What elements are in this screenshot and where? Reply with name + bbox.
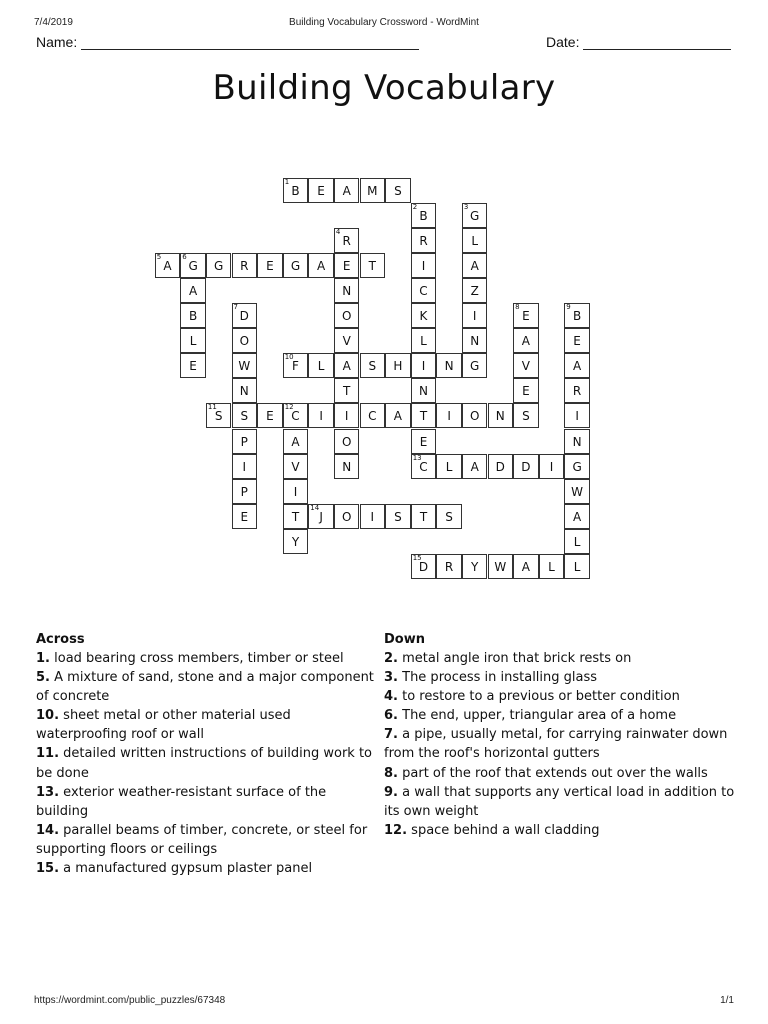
grid-cell (436, 403, 462, 428)
cell-letter: L (317, 359, 325, 374)
grid-cell (462, 554, 488, 579)
grid-cell (155, 253, 181, 278)
cell-letter: P (240, 434, 248, 449)
grid-cell (308, 253, 334, 278)
grid-cell (564, 353, 590, 378)
clue-number: 2 (412, 202, 418, 211)
clue-number: 9 (566, 303, 571, 311)
cell-letter: T (343, 384, 351, 399)
grid-cell (564, 454, 590, 479)
cell-letter: S (368, 359, 377, 374)
grid-cell (411, 454, 437, 479)
grid-cell (283, 353, 309, 378)
clue-number: 13 (412, 453, 422, 462)
cell-letter: L (548, 560, 555, 574)
grid-cell (334, 178, 360, 203)
clue-text: to restore to a previous or better condition (402, 689, 680, 705)
cell-letter: Y (471, 560, 479, 574)
cell-letter: L (573, 560, 581, 574)
clue-number: 8 (515, 303, 520, 311)
cell-letter: N (495, 409, 505, 424)
cell-letter: I (242, 459, 247, 474)
clue-text: load bearing cross members, timber or steel (54, 651, 344, 666)
cell-letter: A (393, 409, 402, 424)
clue-text: metal angle iron that brick rests on (402, 651, 632, 666)
grid-cell (360, 178, 386, 203)
clue-text: A mixture of sand, stone and a major component of concrete (36, 670, 374, 705)
grid-cell (283, 529, 309, 554)
cell-letter: D (521, 459, 531, 474)
cell-letter: E (573, 334, 581, 349)
grid-cell (206, 253, 232, 278)
puzzle-title: Building Vocabulary (212, 68, 556, 108)
grid-cell (283, 253, 309, 278)
grid-cell (283, 429, 309, 454)
grid-cell (513, 454, 539, 479)
clue-number: 7 (233, 303, 238, 311)
cell-letter: H (393, 359, 403, 374)
cell-letter: E (317, 183, 325, 198)
clue-number: 1. (36, 651, 50, 666)
name-label: Name: (36, 34, 78, 50)
footer-page-number: 1/1 (720, 995, 734, 1006)
grid-cell (232, 403, 258, 428)
across-clue (36, 706, 382, 744)
grid-cell (257, 253, 283, 278)
cell-letter: D (418, 560, 429, 574)
cell-letter: S (445, 509, 453, 524)
cell-letter: G (470, 359, 480, 374)
clue-number: 14 (310, 503, 320, 512)
clue-text: a wall that supports any vertical load in addition to its own weight (384, 784, 735, 819)
grid-cell (232, 253, 258, 278)
grid-cell (257, 403, 283, 428)
clue-text: sheet metal or other material used waterproofing roof or wall (36, 708, 291, 743)
grid-cell (513, 554, 539, 579)
grid-cell (283, 178, 309, 203)
cell-letter: I (472, 309, 477, 323)
print-document-title: Building Vocabulary Crossword - WordMint (289, 17, 479, 28)
grid-cell (180, 253, 206, 278)
grid-cell (488, 403, 514, 428)
cell-letter: A (342, 183, 351, 198)
cell-letter: T (419, 509, 428, 524)
grid-cell (334, 228, 360, 253)
clue-number: 5 (156, 252, 162, 261)
cell-letter: L (189, 334, 197, 349)
grid-cell (411, 278, 437, 303)
cell-letter: T (291, 509, 300, 524)
across-clues (36, 630, 382, 878)
clue-text: detailed written instructions of building work to be done (36, 746, 373, 781)
grid-cell (334, 378, 360, 403)
clue-number: 5. (36, 670, 50, 686)
grid-cell (334, 429, 360, 454)
cell-letter: I (575, 409, 579, 424)
cell-letter: L (471, 233, 479, 248)
clue-number: 6. (384, 708, 398, 724)
grid-cell (436, 454, 462, 479)
grid-cell (539, 454, 565, 479)
grid-cell (308, 504, 334, 529)
cell-letter: E (240, 509, 249, 524)
clue-number: 7. (384, 727, 398, 743)
cell-letter: G (214, 258, 224, 273)
date-label: Date: (546, 34, 580, 50)
cell-letter: P (240, 484, 248, 499)
clue-number: 12 (284, 403, 294, 412)
cell-letter: D (239, 309, 249, 323)
cell-letter: A (342, 359, 351, 374)
clue-number: 12. (384, 822, 408, 838)
cell-letter: L (573, 534, 581, 549)
cell-letter: I (344, 409, 349, 424)
grid-cell (411, 303, 437, 328)
grid-cell (180, 303, 206, 328)
clue-number: 15. (36, 861, 60, 877)
grid-cell (232, 353, 258, 378)
grid-cell (462, 353, 488, 378)
cell-letter: I (549, 459, 554, 474)
grid-cell (360, 504, 386, 529)
grid-cell (385, 403, 411, 428)
cell-letter: N (342, 283, 352, 298)
clue-text: part of the roof that extends out over the walls (402, 765, 708, 781)
cell-letter: C (368, 409, 377, 424)
clue-number: 3. (384, 670, 398, 686)
grid-cell (232, 454, 258, 479)
clue-number: 11 (207, 403, 217, 412)
grid-cell (513, 353, 539, 378)
grid-cell (180, 328, 206, 353)
cell-letter: B (291, 183, 300, 198)
grid-cell (564, 479, 590, 504)
cell-letter: I (370, 509, 375, 524)
cell-letter: W (494, 560, 507, 574)
cell-letter: V (342, 334, 351, 349)
cell-letter: S (394, 509, 402, 524)
grid-cell (564, 504, 590, 529)
cell-letter: O (341, 509, 352, 524)
cell-letter: Y (291, 534, 300, 549)
grid-cell (411, 203, 437, 228)
grid-cell (462, 278, 488, 303)
down-clues (384, 630, 736, 840)
grid-cell (232, 479, 258, 504)
cell-letter: O (341, 434, 352, 449)
down-clue (384, 725, 736, 763)
cell-letter: E (266, 258, 274, 273)
grid-cell (232, 303, 258, 328)
grid-cell (232, 504, 258, 529)
down-heading: Down (384, 632, 425, 647)
grid-cell (564, 529, 590, 554)
cell-letter: I (293, 484, 298, 499)
grid-cell (334, 328, 360, 353)
clue-text: parallel beams of timber, concrete, or steel for supporting floors or ceilings (36, 822, 368, 857)
clue-number: 4. (384, 689, 398, 705)
cell-letter: V (521, 359, 530, 374)
grid-cell (564, 378, 590, 403)
grid-cell (308, 403, 334, 428)
grid-cell (513, 303, 539, 328)
cell-letter: G (470, 208, 480, 223)
grid-cell (462, 328, 488, 353)
grid-cell (334, 403, 360, 428)
grid-cell (283, 403, 309, 428)
grid-cell (411, 403, 437, 428)
across-clue (36, 649, 382, 668)
cell-letter: G (290, 258, 301, 273)
clue-number: 14. (36, 822, 60, 838)
down-clue (384, 783, 736, 821)
cell-letter: V (291, 459, 300, 474)
clue-number: 2. (384, 651, 398, 666)
grid-cell (411, 228, 437, 253)
grid-cell (385, 504, 411, 529)
clue-number: 9. (384, 784, 398, 800)
across-clue (36, 821, 382, 859)
cell-letter: A (521, 560, 530, 574)
cell-letter: K (419, 309, 428, 323)
grid-cell (564, 554, 590, 579)
clue-number: 11. (36, 746, 60, 762)
cell-letter: R (419, 233, 428, 248)
grid-cell (385, 178, 411, 203)
cell-letter: N (342, 459, 352, 474)
cell-letter: N (444, 359, 454, 374)
clue-number: 13. (36, 784, 60, 800)
down-clue (384, 687, 736, 706)
grid-cell (564, 403, 590, 428)
cell-letter: R (572, 384, 582, 399)
across-clue (36, 668, 382, 706)
cell-letter: A (572, 359, 582, 374)
down-clue (384, 649, 736, 668)
grid-cell (411, 554, 437, 579)
cell-letter: C (291, 409, 300, 424)
grid-cell (488, 454, 514, 479)
grid-cell (564, 429, 590, 454)
grid-cell (411, 378, 437, 403)
cell-letter: A (188, 283, 198, 298)
grid-cell (436, 353, 462, 378)
grid-cell (308, 178, 334, 203)
clue-number: 10. (36, 708, 60, 724)
grid-cell (360, 353, 386, 378)
grid-cell (564, 328, 590, 353)
grid-cell (564, 303, 590, 328)
cell-letter: T (419, 409, 428, 424)
clue-number: 6 (182, 252, 187, 261)
grid-cell (385, 353, 411, 378)
cell-letter: N (572, 434, 582, 449)
footer-url: https://wordmint.com/public_puzzles/67348 (34, 995, 226, 1006)
cell-letter: A (163, 258, 172, 273)
clue-text: space behind a wall cladding (411, 822, 600, 838)
grid-cell (206, 403, 232, 428)
grid-cell (334, 253, 360, 278)
grid-cell (283, 479, 309, 504)
clue-text: The end, upper, triangular area of a home (402, 708, 677, 724)
grid-cell (360, 253, 386, 278)
grid-cell (436, 504, 462, 529)
grid-cell (334, 454, 360, 479)
grid-cell (283, 504, 309, 529)
cell-letter: R (342, 233, 351, 248)
clue-number: 4 (335, 227, 341, 236)
cell-letter: L (445, 459, 453, 474)
cell-letter: Z (470, 283, 479, 298)
grid-cell (462, 203, 488, 228)
grid-cell (334, 303, 360, 328)
cell-letter: B (419, 208, 428, 223)
down-clue (384, 706, 736, 725)
cell-letter: S (214, 409, 223, 424)
clue-number: 10 (284, 353, 294, 362)
grid-cell (180, 278, 206, 303)
cell-letter: A (470, 258, 479, 273)
cell-letter: E (342, 258, 351, 273)
cell-letter: E (522, 309, 530, 323)
cell-letter: F (292, 359, 299, 374)
cell-letter: R (240, 258, 249, 273)
grid-cell (436, 554, 462, 579)
grid-cell (232, 328, 258, 353)
across-heading: Across (36, 632, 85, 647)
clue-number: 3 (463, 202, 469, 211)
clue-text: exterior weather-resistant surface of the building (36, 784, 327, 819)
cell-letter: E (266, 409, 274, 424)
cell-letter: R (444, 560, 454, 574)
grid-cell (411, 353, 437, 378)
grid-cell (232, 378, 258, 403)
cell-letter: S (240, 409, 249, 424)
clue-number: 15 (412, 554, 422, 562)
print-date: 7/4/2019 (34, 17, 73, 28)
cell-letter: O (341, 309, 352, 323)
cell-letter: W (571, 484, 584, 499)
cell-letter: I (447, 409, 451, 424)
cell-letter: N (418, 384, 428, 399)
grid-cell (462, 454, 488, 479)
grid-cell (411, 253, 437, 278)
clue-number: 1 (284, 177, 290, 186)
cell-letter: T (368, 258, 376, 273)
grid-cell (411, 504, 437, 529)
clue-text: The process in installing glass (402, 670, 598, 686)
across-clue (36, 744, 382, 782)
grid-cell (334, 278, 360, 303)
cell-letter: A (291, 434, 300, 449)
cell-letter: B (572, 309, 582, 323)
cell-letter: W (238, 359, 251, 374)
grid-cell (539, 554, 565, 579)
clue-text: a manufactured gypsum plaster panel (63, 861, 313, 877)
grid-cell (411, 328, 437, 353)
cell-letter: A (572, 509, 582, 524)
cell-letter: L (420, 334, 427, 349)
cell-letter: E (189, 359, 197, 374)
cell-letter: O (469, 409, 480, 424)
grid-cell (513, 328, 539, 353)
cell-letter: A (316, 258, 326, 273)
cell-letter: O (239, 334, 250, 349)
cell-letter: B (188, 309, 198, 323)
cell-letter: S (522, 409, 530, 424)
grid-cell (462, 253, 488, 278)
cell-letter: A (470, 459, 479, 474)
down-clue (384, 821, 736, 840)
down-clue (384, 764, 736, 783)
down-clue (384, 668, 736, 687)
cell-letter: I (421, 359, 426, 374)
cell-letter: E (522, 384, 530, 399)
across-clue (36, 859, 382, 878)
grid-cell (334, 353, 360, 378)
cell-letter: I (421, 258, 426, 273)
cell-letter: N (239, 384, 249, 399)
cell-letter: J (319, 509, 323, 524)
grid-cell (360, 403, 386, 428)
grid-cell (462, 303, 488, 328)
clue-number: 8. (384, 765, 398, 781)
cell-letter: E (419, 434, 428, 449)
cell-letter: I (319, 409, 323, 424)
across-clue (36, 783, 382, 821)
grid-cell (180, 353, 206, 378)
grid-cell (334, 504, 360, 529)
cell-letter: G (188, 258, 198, 273)
clue-text: a pipe, usually metal, for carrying rainwater down from the roof's horizontal gutters (384, 727, 728, 762)
cell-letter: G (572, 459, 582, 474)
cell-letter: A (521, 334, 530, 349)
cell-letter: S (394, 183, 402, 198)
cell-letter: M (367, 183, 378, 198)
grid-cell (488, 554, 514, 579)
grid-cell (308, 353, 334, 378)
grid-cell (513, 378, 539, 403)
cell-letter: D (495, 459, 505, 474)
grid-cell (411, 429, 437, 454)
cell-letter: N (470, 334, 480, 349)
grid-cell (513, 403, 539, 428)
grid-cell (462, 228, 488, 253)
grid-cell (283, 454, 309, 479)
grid-cell (462, 403, 488, 428)
grid-cell (232, 429, 258, 454)
cell-letter: C (419, 283, 428, 298)
cell-letter: C (419, 459, 428, 474)
